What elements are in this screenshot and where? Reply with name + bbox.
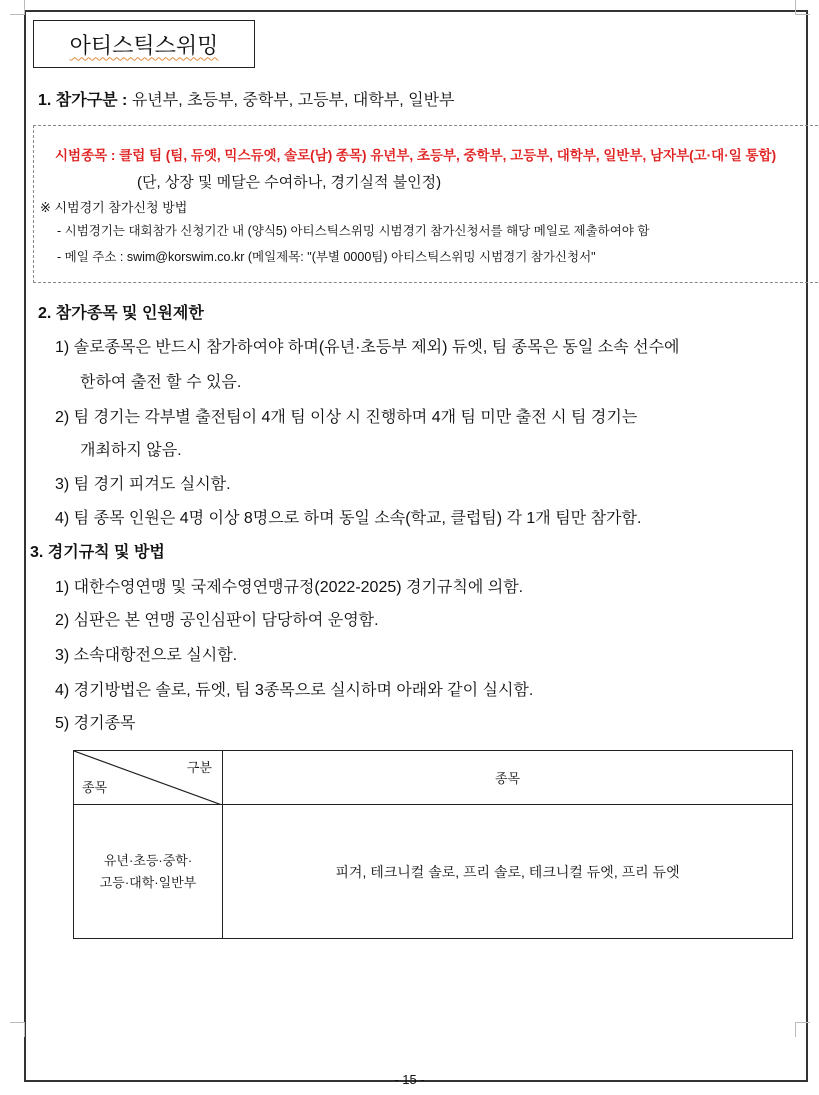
section1 xyxy=(38,87,455,110)
section1-heading: 1. 참가구분 : xyxy=(38,92,128,109)
title-text: 아티스틱스위밍 xyxy=(69,32,219,58)
crop-mark xyxy=(795,0,810,15)
apply-line-1: - 시범경기는 대회참가 신청기간 내 (양식5) 아티스틱스위밍 시범경기 참가신청서를 해당 메일로 제출하여야 함 xyxy=(57,224,650,238)
apply-heading: ※ 시범경기 참가신청 방법 xyxy=(40,200,188,215)
crop-mark xyxy=(10,0,25,15)
section2-item: 2) 팀 경기는 각부별 출전팀이 4개 팀 이상 시 진행하며 4개 팀 미만 출전 시 팀 경기는 xyxy=(55,409,638,426)
demo-events: 시범종목 : 클럽 팀 (팀, 듀엣, 믹스듀엣, 솔로(남) 종목) 유년부, 초등부, 중학부, 고등부, 대학부, 일반부, 남자부(고·대·일 통합) xyxy=(55,148,777,163)
section2-item: 3) 팀 경기 피겨도 실시함. xyxy=(55,476,231,493)
crop-mark xyxy=(10,1022,25,1037)
section3-item: 4) 경기방법은 솔로, 듀엣, 팀 3종목으로 실시하며 아래와 같이 실시함. xyxy=(55,682,534,699)
section2-item: 개최하지 않음. xyxy=(80,442,182,459)
row-label-cell xyxy=(74,805,223,939)
row-label-line: 유년·초등·중학· xyxy=(103,852,193,868)
crop-mark xyxy=(795,1022,810,1037)
section2-item: 1) 솔로종목은 반드시 참가하여야 하며(유년·초등부 제외) 듀엣, 팀 종목은 동일 소속 선수에 xyxy=(55,339,680,356)
demo-note: (단, 상장 및 메달은 수여하나, 경기실적 불인정) xyxy=(137,174,442,191)
section3-item: 2) 심판은 본 연맹 공인심판이 담당하여 운영함. xyxy=(55,612,379,629)
corner-cell xyxy=(74,751,223,805)
section3-item: 1) 대한수영연맹 및 국제수영연맹규정(2022-2025) 경기규칙에 의함. xyxy=(55,579,524,596)
section3-heading: 3. 경기규칙 및 방법 xyxy=(30,544,165,561)
row-label-line: 고등·대학·일반부 xyxy=(99,874,197,890)
section1-value: 유년부, 초등부, 중학부, 고등부, 대학부, 일반부 xyxy=(131,92,455,109)
header-cell: 종목 xyxy=(223,751,793,805)
corner-bottom-label: 종목 xyxy=(82,780,108,795)
table-header-row xyxy=(74,751,793,805)
section3-item: 5) 경기종목 xyxy=(55,715,136,732)
page-number: - 15 - xyxy=(394,1072,425,1087)
row-value-cell: 피겨, 테크니컬 솔로, 프리 솔로, 테크니컬 듀엣, 프리 듀엣 xyxy=(223,805,793,939)
section2-item: 4) 팀 종목 인원은 4명 이상 8명으로 하며 동일 소속(학교, 클럽팀) 각 1개 팀만 참가함. xyxy=(55,510,642,527)
section2-item: 한하여 출전 할 수 있음. xyxy=(80,374,242,391)
section3-item: 3) 소속대항전으로 실시함. xyxy=(55,647,238,664)
corner-top-label: 구분 xyxy=(186,760,212,775)
apply-line-2: - 메일 주소 : swim@korswim.co.kr (메일제목: "(부별 0000팀) 아티스틱스위밍 시범경기 참가신청서" xyxy=(57,250,596,264)
document-title xyxy=(33,20,255,68)
events-table xyxy=(73,750,793,939)
section2-heading: 2. 참가종목 및 인원제한 xyxy=(38,305,204,322)
table-row xyxy=(74,805,793,939)
